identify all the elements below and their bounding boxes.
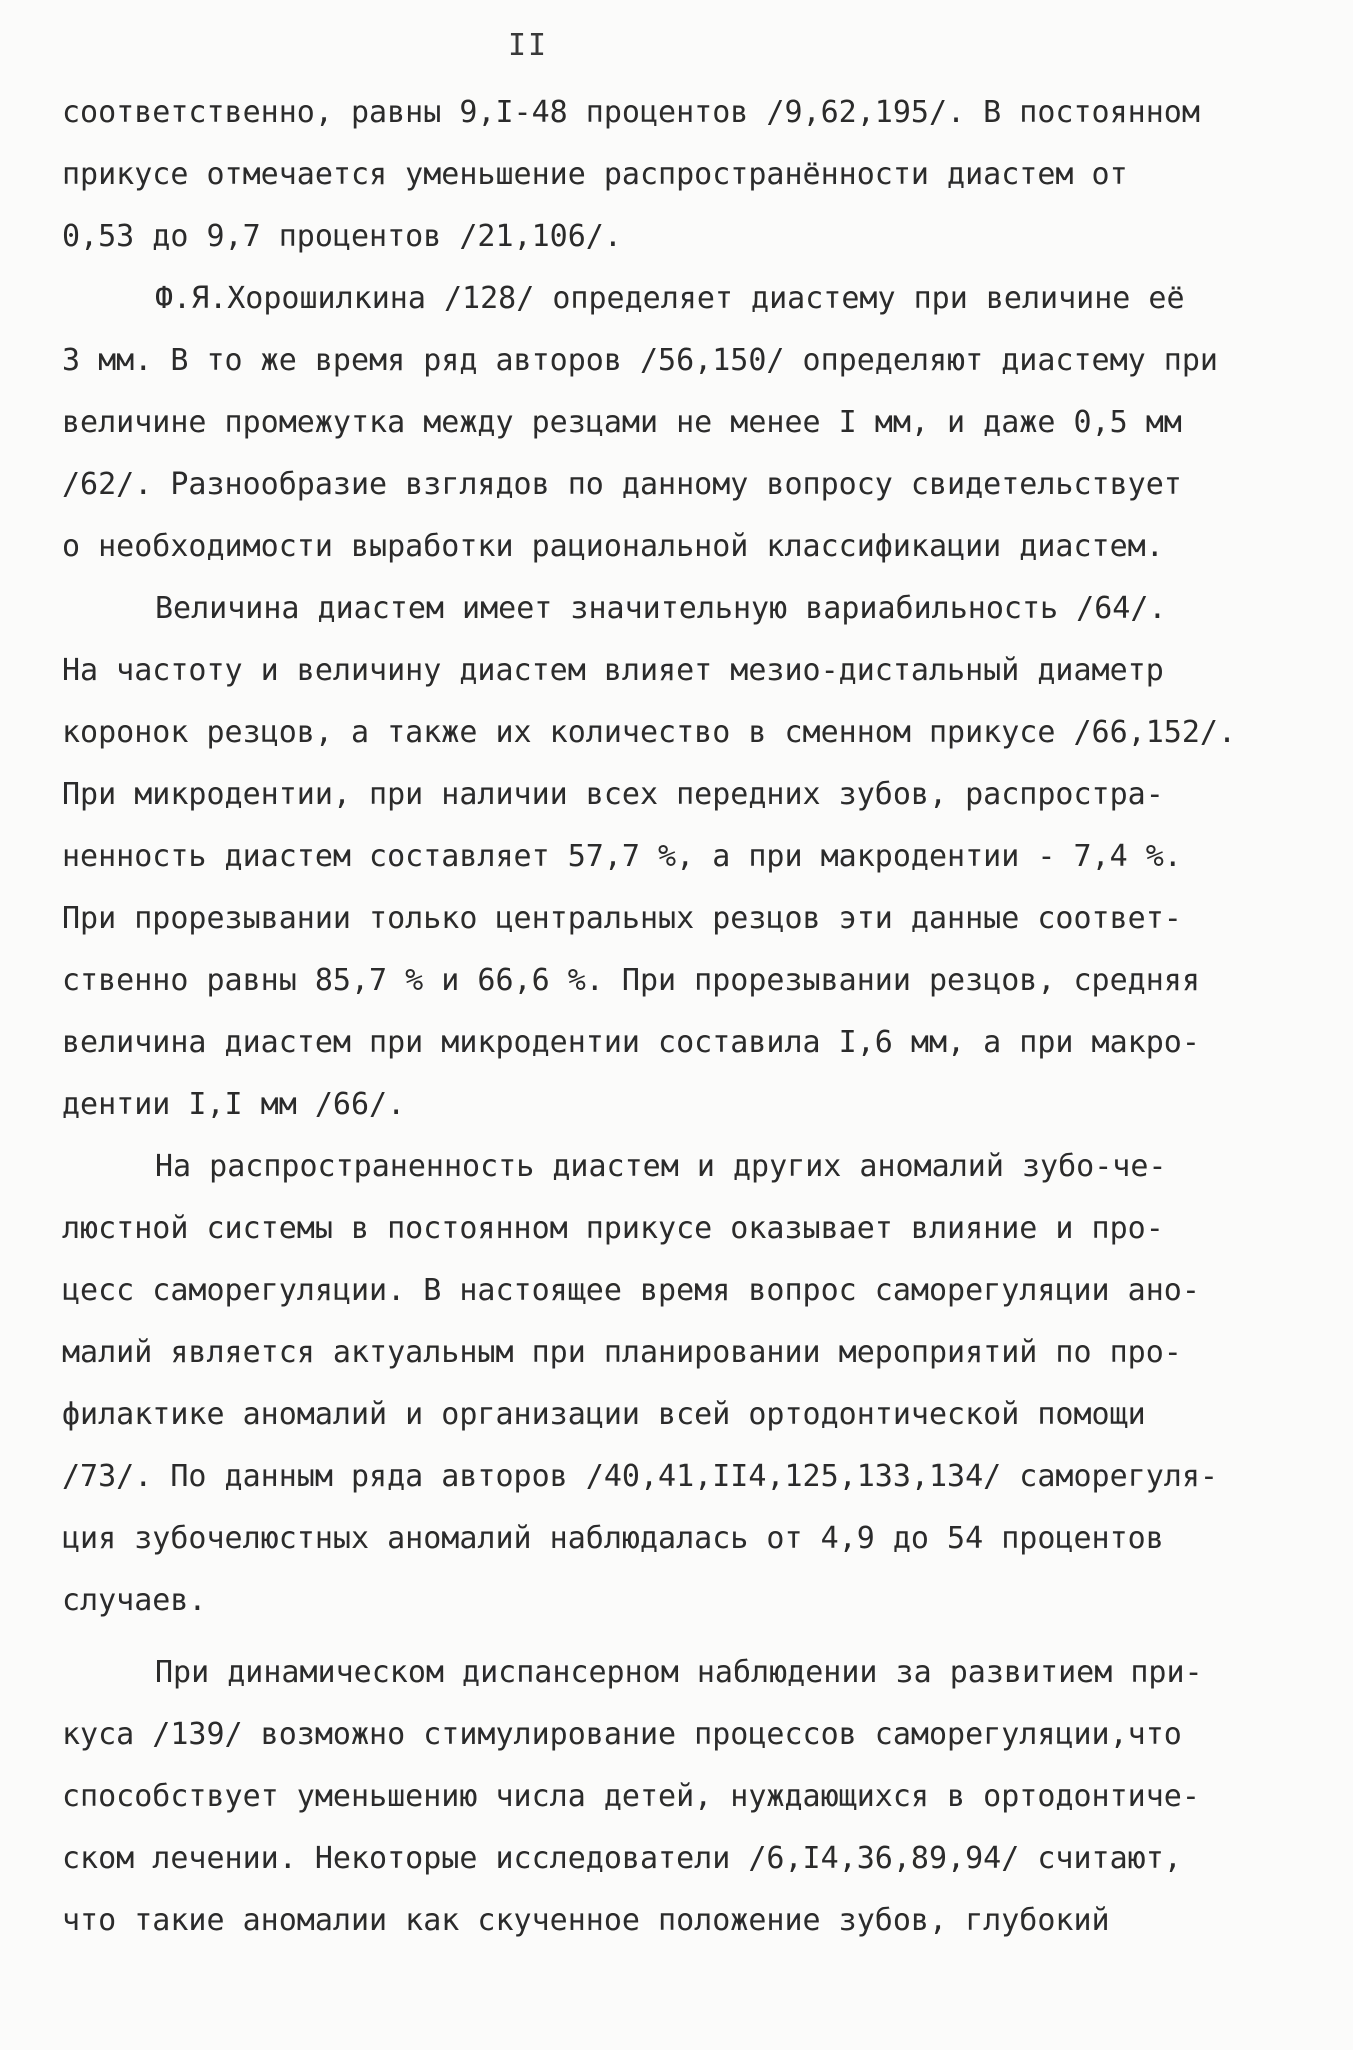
text-line: 3 мм. В то же время ряд авторов /56,150/ определяют диастему при	[62, 343, 1218, 378]
text-line: ненность диастем составляет 57,7 %, а при макродентии - 7,4 %.	[62, 839, 1182, 874]
text-line: ственно равны 85,7 % и 66,6 %. При прорезывании резцов, средняя	[62, 963, 1200, 998]
text-line: При микродентии, при наличии всех передних зубов, распростра-	[62, 777, 1164, 812]
text-line: куса /139/ возможно стимулирование процессов саморегуляции,что	[62, 1717, 1182, 1752]
text-line: величине промежутка между резцами не менее I мм, и даже 0,5 мм	[62, 405, 1182, 440]
text-line: ском лечении. Некоторые исследователи /6,I4,36,89,94/ считают,	[62, 1841, 1182, 1876]
text-line: /73/. По данным ряда авторов /40,41,II4,125,133,134/ саморегуля-	[62, 1459, 1218, 1494]
text-line: 0,53 до 9,7 процентов /21,106/.	[62, 219, 622, 254]
text-line: способствует уменьшению числа детей, нуждающихся в ортодонтиче-	[62, 1779, 1200, 1814]
text-line: малий является актуальным при планировании мероприятий по про-	[62, 1335, 1182, 1370]
text-line: филактике аномалий и организации всей ортодонтической помощи	[62, 1397, 1146, 1432]
text-line: Величина диастем имеет значительную вариабильность /64/.	[155, 591, 1167, 626]
text-line: случаев.	[62, 1583, 207, 1618]
text-line: ция зубочелюстных аномалий наблюдалась от 4,9 до 54 процентов	[62, 1521, 1164, 1556]
text-line: соответственно, равны 9,I-48 процентов /9,62,195/. В постоянном	[62, 95, 1200, 130]
text-line: величина диастем при микродентии составила I,6 мм, а при макро-	[62, 1025, 1200, 1060]
text-line: Ф.Я.Хорошилкина /128/ определяет диастему при величине её	[155, 281, 1185, 316]
text-line: На частоту и величину диастем влияет мезио-дистальный диаметр	[62, 653, 1164, 688]
text-line: цесс саморегуляции. В настоящее время вопрос саморегуляции ано-	[62, 1273, 1200, 1308]
page-number: II	[508, 28, 549, 63]
text-line: что такие аномалии как скученное положение зубов, глубокий	[62, 1903, 1110, 1938]
text-line: /62/. Разнообразие взглядов по данному вопросу свидетельствует	[62, 467, 1182, 502]
text-line: При динамическом диспансерном наблюдении за развитием при-	[155, 1655, 1203, 1690]
text-line: На распространенность диастем и других аномалий зубо-че-	[155, 1149, 1167, 1184]
text-line: о необходимости выработки рациональной классификации диастем.	[62, 529, 1164, 564]
text-line: люстной системы в постоянном прикусе оказывает влияние и про-	[62, 1211, 1164, 1246]
text-line: коронок резцов, а также их количество в сменном прикусе /66,152/.	[62, 715, 1236, 750]
text-line: прикусе отмечается уменьшение распространённости диастем от	[62, 157, 1128, 192]
text-line: дентии I,I мм /66/.	[62, 1087, 406, 1122]
text-line: При прорезывании только центральных резцов эти данные соответ-	[62, 901, 1182, 936]
